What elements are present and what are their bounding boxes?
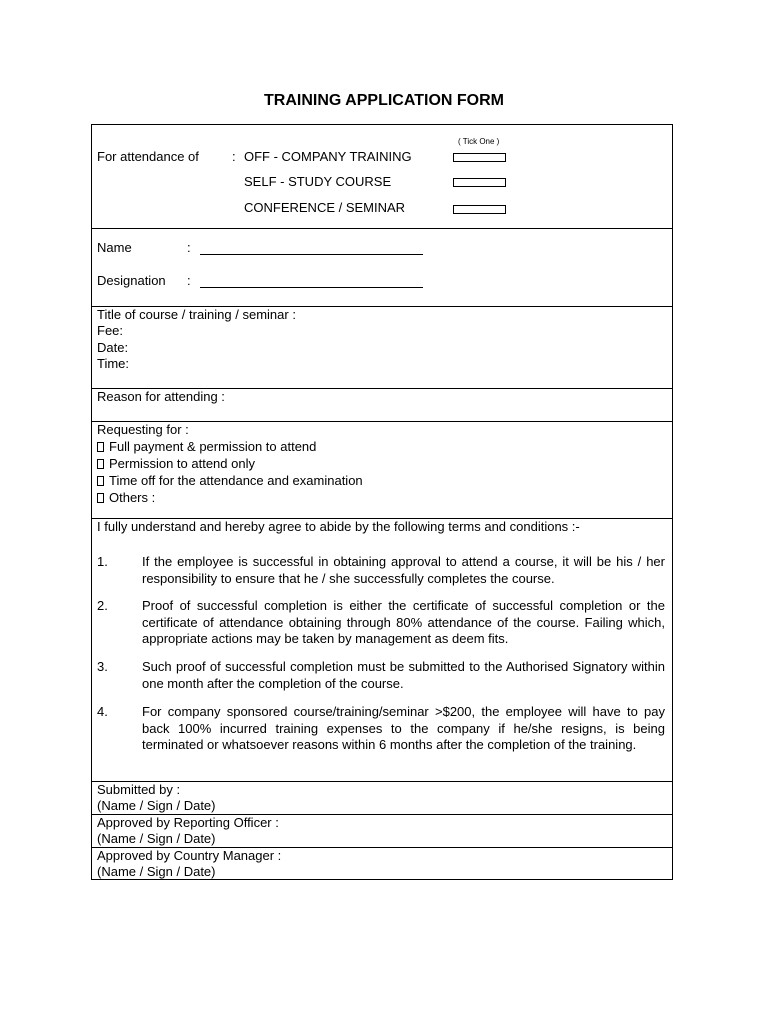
terms-intro: I fully understand and hereby agree to abide by the following terms and conditions :- bbox=[97, 519, 580, 534]
submitted-by-section bbox=[92, 782, 672, 815]
requesting-section bbox=[92, 422, 672, 519]
request-option-permission[interactable] bbox=[97, 456, 255, 472]
time-label: Time: bbox=[97, 356, 130, 371]
fee-label: Fee: bbox=[97, 323, 124, 338]
option-self-study-course: SELF - STUDY COURSE bbox=[244, 174, 392, 189]
attendance-section bbox=[92, 125, 672, 229]
checkbox-icon[interactable] bbox=[97, 442, 104, 452]
request-option-label: Time off for the attendance and examination bbox=[109, 473, 363, 488]
date-label: Date: bbox=[97, 340, 129, 355]
designation-field[interactable] bbox=[200, 287, 423, 288]
country-manager-sub: (Name / Sign / Date) bbox=[97, 864, 216, 879]
checkbox-self-study-course[interactable] bbox=[453, 178, 506, 187]
request-option-label: Others : bbox=[109, 490, 156, 505]
designation-colon: : bbox=[187, 273, 191, 288]
country-manager-label: Approved by Country Manager : bbox=[97, 848, 282, 863]
person-section bbox=[92, 229, 672, 307]
checkbox-icon[interactable] bbox=[97, 476, 104, 486]
term-number: 3. bbox=[97, 659, 108, 674]
checkbox-conference-seminar[interactable] bbox=[453, 205, 506, 214]
attendance-colon: : bbox=[232, 149, 236, 164]
request-option-label: Full payment & permission to attend bbox=[109, 439, 317, 454]
application-form bbox=[91, 124, 673, 880]
submitted-by-label: Submitted by : bbox=[97, 782, 181, 797]
requesting-label: Requesting for : bbox=[97, 422, 189, 437]
request-option-label: Permission to attend only bbox=[109, 456, 255, 471]
term-number: 1. bbox=[97, 554, 108, 569]
name-label: Name bbox=[97, 240, 132, 255]
reporting-officer-section bbox=[92, 815, 672, 848]
reason-label: Reason for attending : bbox=[97, 389, 225, 404]
course-section bbox=[92, 307, 672, 389]
request-option-time-off[interactable] bbox=[97, 473, 363, 489]
terms-section bbox=[92, 519, 672, 782]
term-text: If the employee is successful in obtaining approval to attend a course, it will be his / her responsibility to ensure that he / she successfully completes the course. bbox=[142, 554, 665, 586]
term-text: Proof of successful completion is either the certificate of successful completion or the certificate of attendance obtaining through 80% attendance of the course. Failing which, appropriate actions may be taken by management as deem fits. bbox=[142, 598, 665, 646]
name-colon: : bbox=[187, 240, 191, 255]
option-off-company-training: OFF - COMPANY TRAINING bbox=[244, 149, 412, 164]
term-text: Such proof of successful completion must be submitted to the Authorised Signatory within one month after the completion of the course. bbox=[142, 659, 665, 691]
request-option-others[interactable] bbox=[97, 490, 155, 506]
request-option-full-payment[interactable] bbox=[97, 439, 316, 455]
submitted-by-sub: (Name / Sign / Date) bbox=[97, 798, 216, 813]
name-field[interactable] bbox=[200, 254, 423, 255]
course-title-label: Title of course / training / seminar : bbox=[97, 307, 296, 322]
attendance-label: For attendance of bbox=[97, 149, 199, 164]
tick-one-note: ( Tick One ) bbox=[458, 137, 500, 146]
country-manager-section bbox=[92, 848, 672, 880]
option-conference-seminar: CONFERENCE / SEMINAR bbox=[244, 200, 406, 215]
reporting-officer-sub: (Name / Sign / Date) bbox=[97, 831, 216, 846]
form-title: TRAINING APPLICATION FORM bbox=[264, 92, 504, 109]
reporting-officer-label: Approved by Reporting Officer : bbox=[97, 815, 279, 830]
designation-label: Designation bbox=[97, 273, 166, 288]
checkbox-icon[interactable] bbox=[97, 459, 104, 469]
term-number: 2. bbox=[97, 598, 108, 613]
reason-section bbox=[92, 389, 672, 422]
term-text: For company sponsored course/training/seminar >$200, the employee will have to pay back 100% incurred training expenses to the company if he/she resigns, is being terminated or whatsoever reasons within 6 months after the completion of the training. bbox=[142, 704, 665, 752]
term-number: 4. bbox=[97, 704, 108, 719]
checkbox-off-company-training[interactable] bbox=[453, 153, 506, 162]
checkbox-icon[interactable] bbox=[97, 493, 104, 503]
